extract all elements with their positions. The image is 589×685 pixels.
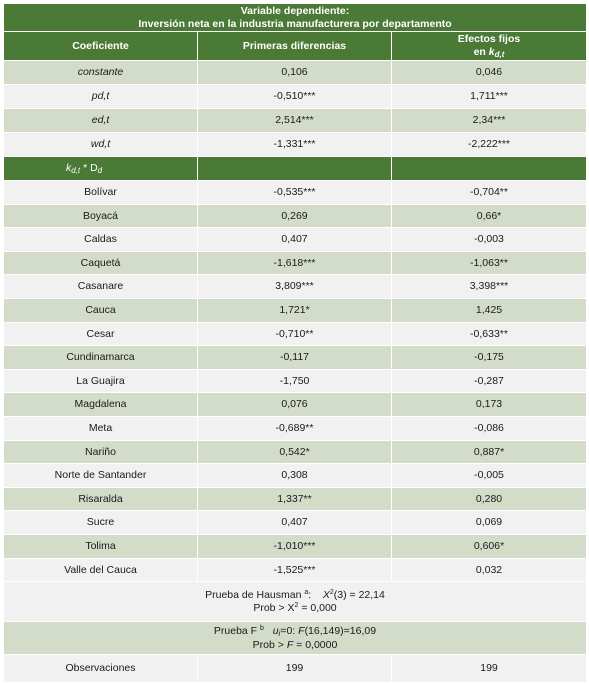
department-name: Cundinamarca bbox=[4, 346, 198, 370]
department-row bbox=[4, 181, 587, 205]
department-row bbox=[4, 298, 587, 322]
department-row bbox=[4, 534, 587, 558]
coefficient-name: constante bbox=[4, 61, 198, 85]
header-primeras-diferencias: Primeras diferencias bbox=[198, 32, 392, 61]
fixed-effects-value: -0,005 bbox=[392, 464, 587, 488]
department-row bbox=[4, 322, 587, 346]
fixed-effects-value: 1,711*** bbox=[392, 85, 587, 109]
fixed-effects-value: 0,280 bbox=[392, 487, 587, 511]
f-test-sup: b bbox=[260, 625, 264, 632]
first-differences-value: 0,407 bbox=[198, 228, 392, 252]
first-differences-value: -1,750 bbox=[198, 369, 392, 393]
coefficient-row bbox=[4, 109, 587, 133]
header-efectos-fijos bbox=[392, 32, 587, 61]
fixed-effects-value: 0,069 bbox=[392, 511, 587, 535]
section-header-blank bbox=[392, 157, 587, 181]
results-table bbox=[3, 3, 587, 683]
observations-fixed-effects: 199 bbox=[392, 655, 587, 683]
fixed-effects-value: -0,287 bbox=[392, 369, 587, 393]
fixed-effects-value: -0,086 bbox=[392, 416, 587, 440]
department-name: Meta bbox=[4, 416, 198, 440]
fixed-effects-value: 3,398*** bbox=[392, 275, 587, 299]
first-differences-value: 2,514*** bbox=[198, 109, 392, 133]
first-differences-value: -1,010*** bbox=[198, 534, 392, 558]
first-differences-value: -0,689** bbox=[198, 416, 392, 440]
first-differences-value: -0,117 bbox=[198, 346, 392, 370]
section-k-sub: d,t bbox=[71, 165, 81, 175]
department-name: Bolívar bbox=[4, 181, 198, 205]
title-line-1: Variable dependiente: bbox=[240, 4, 350, 17]
coefficient-row bbox=[4, 85, 587, 109]
fixed-effects-value: 0,606* bbox=[392, 534, 587, 558]
hausman-label: Prueba de Hausman bbox=[205, 589, 302, 601]
department-row bbox=[4, 228, 587, 252]
f-test-row bbox=[4, 622, 587, 655]
department-name: La Guajira bbox=[4, 369, 198, 393]
fixed-effects-value: -0,175 bbox=[392, 346, 587, 370]
fixed-effects-value: 0,887* bbox=[392, 440, 587, 464]
f-test-label: Prueba F bbox=[213, 625, 258, 637]
department-name: Magdalena bbox=[4, 393, 198, 417]
f-test-f: F bbox=[298, 625, 305, 637]
hausman-row bbox=[4, 582, 587, 622]
observations-first-differences: 199 bbox=[198, 655, 392, 683]
department-name: Sucre bbox=[4, 511, 198, 535]
section-d-sub: d bbox=[97, 165, 103, 175]
department-name: Valle del Cauca bbox=[4, 558, 198, 582]
f-test-prob: Prob > bbox=[252, 638, 287, 651]
first-differences-value: 1,337** bbox=[198, 487, 392, 511]
department-row bbox=[4, 416, 587, 440]
first-differences-value: -1,618*** bbox=[198, 251, 392, 275]
first-differences-value: 0,542* bbox=[198, 440, 392, 464]
observations-label: Observaciones bbox=[4, 655, 198, 683]
f-test-stat: (16,149)=16,09 bbox=[304, 625, 377, 637]
section-k: k bbox=[66, 161, 72, 174]
table-title bbox=[4, 4, 587, 32]
first-differences-value: 1,721* bbox=[198, 298, 392, 322]
coefficient-name: ed,t bbox=[4, 109, 198, 133]
fixed-effects-value: 2,34*** bbox=[392, 109, 587, 133]
fixed-effects-value: 0,046 bbox=[392, 61, 587, 85]
title-row bbox=[4, 4, 587, 32]
section-header-blank bbox=[198, 157, 392, 181]
department-name: Casanare bbox=[4, 275, 198, 299]
department-row bbox=[4, 251, 587, 275]
department-name: Cesar bbox=[4, 322, 198, 346]
header-efectos-fijos-line1: Efectos fijos bbox=[457, 32, 521, 45]
department-name: Norte de Santander bbox=[4, 464, 198, 488]
f-test-line-1 bbox=[6, 625, 584, 639]
header-row bbox=[4, 32, 587, 61]
hausman-prob-sup: 2 bbox=[294, 601, 299, 609]
department-row bbox=[4, 440, 587, 464]
first-differences-value: -0,535*** bbox=[198, 181, 392, 205]
department-row bbox=[4, 369, 587, 393]
observations-row bbox=[4, 655, 587, 683]
fixed-effects-value: 0,032 bbox=[392, 558, 587, 582]
first-differences-value: 0,076 bbox=[198, 393, 392, 417]
first-differences-value: -0,710** bbox=[198, 322, 392, 346]
first-differences-value: 0,106 bbox=[198, 61, 392, 85]
department-row bbox=[4, 204, 587, 228]
first-differences-value: -1,525*** bbox=[198, 558, 392, 582]
section-header-row bbox=[4, 157, 587, 181]
first-differences-value: 0,407 bbox=[198, 511, 392, 535]
department-row bbox=[4, 558, 587, 582]
hausman-line-2 bbox=[6, 602, 584, 615]
fixed-effects-value: -1,063** bbox=[392, 251, 587, 275]
fixed-effects-value: -0,704** bbox=[392, 181, 587, 205]
f-test bbox=[4, 622, 587, 655]
department-name: Caquetá bbox=[4, 251, 198, 275]
header-coeficiente: Coeficiente bbox=[4, 32, 198, 61]
coefficient-row bbox=[4, 61, 587, 85]
department-row bbox=[4, 487, 587, 511]
first-differences-value: 0,308 bbox=[198, 464, 392, 488]
department-row bbox=[4, 511, 587, 535]
fixed-effects-value: -0,633** bbox=[392, 322, 587, 346]
hausman-prob-post: = 0,000 bbox=[298, 601, 337, 614]
hausman-stat-sup: 2 bbox=[329, 589, 334, 596]
f-test-prob-post: = 0,0000 bbox=[293, 638, 338, 651]
coefficient-name: pd,t bbox=[4, 85, 198, 109]
department-name: Boyacá bbox=[4, 204, 198, 228]
header-efectos-fijos-line2: en $k_{d,t}$ bbox=[473, 45, 505, 59]
f-test-line-2 bbox=[6, 639, 584, 652]
fixed-effects-value: 0,66* bbox=[392, 204, 587, 228]
department-name: Caldas bbox=[4, 228, 198, 252]
department-row bbox=[4, 275, 587, 299]
department-row bbox=[4, 464, 587, 488]
f-test-u: u bbox=[272, 625, 279, 637]
fixed-effects-value: 0,173 bbox=[392, 393, 587, 417]
section-mid: * D bbox=[80, 161, 98, 174]
f-test-cond: =0: bbox=[280, 625, 299, 637]
department-name: Risaralda bbox=[4, 487, 198, 511]
hausman-test bbox=[4, 582, 587, 622]
fixed-effects-value: 1,425 bbox=[392, 298, 587, 322]
hausman-sup: a bbox=[304, 589, 309, 596]
fixed-effects-value: -0,003 bbox=[392, 228, 587, 252]
f-test-prob-f: F bbox=[286, 638, 294, 651]
title-line-2: Inversión neta en la industria manufacturera por departamento bbox=[138, 17, 452, 30]
section-header-label bbox=[4, 157, 198, 181]
department-name: Tolima bbox=[4, 534, 198, 558]
coefficient-row bbox=[4, 133, 587, 157]
hausman-prob: Prob > X bbox=[253, 601, 295, 614]
first-differences-value: -0,510*** bbox=[198, 85, 392, 109]
hausman-stat: X bbox=[322, 589, 330, 601]
coefficient-name: wd,t bbox=[4, 133, 198, 157]
department-name: Nariño bbox=[4, 440, 198, 464]
first-differences-value: -1,331*** bbox=[198, 133, 392, 157]
f-test-u-sub: i bbox=[278, 629, 281, 638]
department-name: Cauca bbox=[4, 298, 198, 322]
hausman-stat-post: (3) = 22,14 bbox=[333, 589, 385, 601]
first-differences-value: 3,809*** bbox=[198, 275, 392, 299]
first-differences-value: 0,269 bbox=[198, 204, 392, 228]
department-row bbox=[4, 393, 587, 417]
hausman-line-1: Prueba de Hausman $^a$: $X^2(3) = 22,14$ bbox=[205, 589, 385, 601]
fixed-effects-value: -2,222*** bbox=[392, 133, 587, 157]
department-row bbox=[4, 346, 587, 370]
